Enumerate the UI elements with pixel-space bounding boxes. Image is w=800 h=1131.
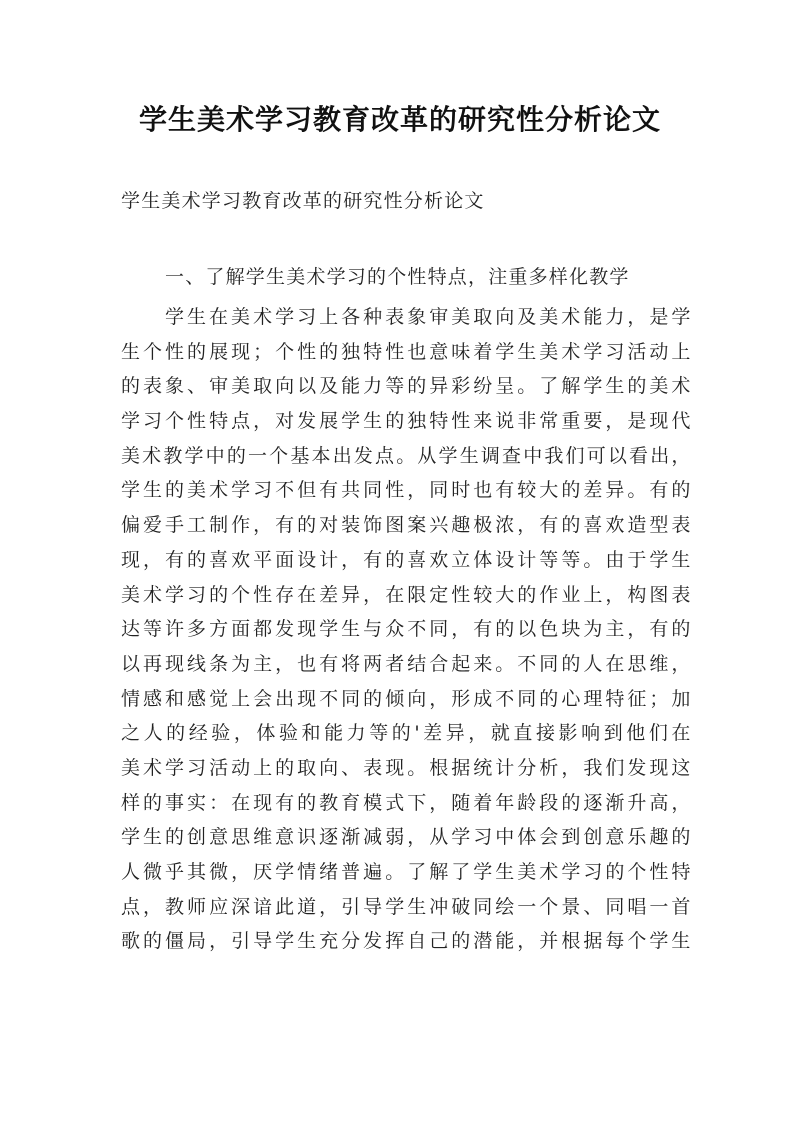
body-text	[121, 300, 691, 959]
section-heading: 一、了解学生美术学习的个性特点，注重多样化教学	[165, 266, 630, 288]
body-line: 现，有的喜欢平面设计，有的喜欢立体设计等等。由于学生	[121, 548, 691, 571]
body-line: 的表象、审美取向以及能力等的异彩纷呈。了解学生的美术	[121, 375, 691, 398]
body-line: 生个性的展现；个性的独特性也意味着学生美术学习活动上	[121, 340, 691, 363]
body-line: 学生在美术学习上各种表象审美取向及美术能力，是学	[165, 306, 691, 328]
body-line: 之人的经验，体验和能力等的'差异，就直接影响到他们在	[121, 722, 691, 745]
body-line: 偏爱手工制作，有的对装饰图案兴趣极浓，有的喜欢造型表	[121, 514, 691, 537]
body-line: 情感和感觉上会出现不同的倾向，形成不同的心理特征；加	[121, 687, 691, 710]
body-line: 人微乎其微，厌学情绪普遍。了解了学生美术学习的个性特	[121, 861, 691, 883]
body-line: 样的事实：在现有的教育模式下，随着年龄段的逐渐升高，	[121, 791, 691, 814]
body-line: 美术学习活动上的取向、表现。根据统计分析，我们发现这	[121, 756, 691, 779]
body-line: 以再现线条为主，也有将两者结合起来。不同的人在思维，	[121, 652, 691, 675]
body-line: 点，教师应深谙此道，引导学生冲破同绘一个景、同唱一首	[121, 895, 691, 918]
body-line: 学习个性特点，对发展学生的独特性来说非常重要，是现代	[121, 410, 691, 433]
body-line: 美术教学中的一个基本出发点。从学生调查中我们可以看出，	[121, 444, 691, 467]
document-subtitle: 学生美术学习教育改革的研究性分析论文	[121, 190, 485, 212]
body-line: 达等许多方面都发现学生与众不同，有的以色块为主，有的	[121, 618, 691, 641]
body-line: 歌的僵局，引导学生充分发挥自己的潜能，并根据每个学生	[121, 930, 691, 953]
body-line: 美术学习的个性存在差异，在限定性较大的作业上，构图表	[121, 583, 691, 606]
body-line: 学生的美术学习不但有共同性，同时也有较大的差异。有的	[121, 479, 691, 502]
body-line: 学生的创意思维意识逐渐减弱，从学习中体会到创意乐趣的	[121, 826, 691, 849]
document-title: 学生美术学习教育改革的研究性分析论文	[138, 103, 661, 136]
